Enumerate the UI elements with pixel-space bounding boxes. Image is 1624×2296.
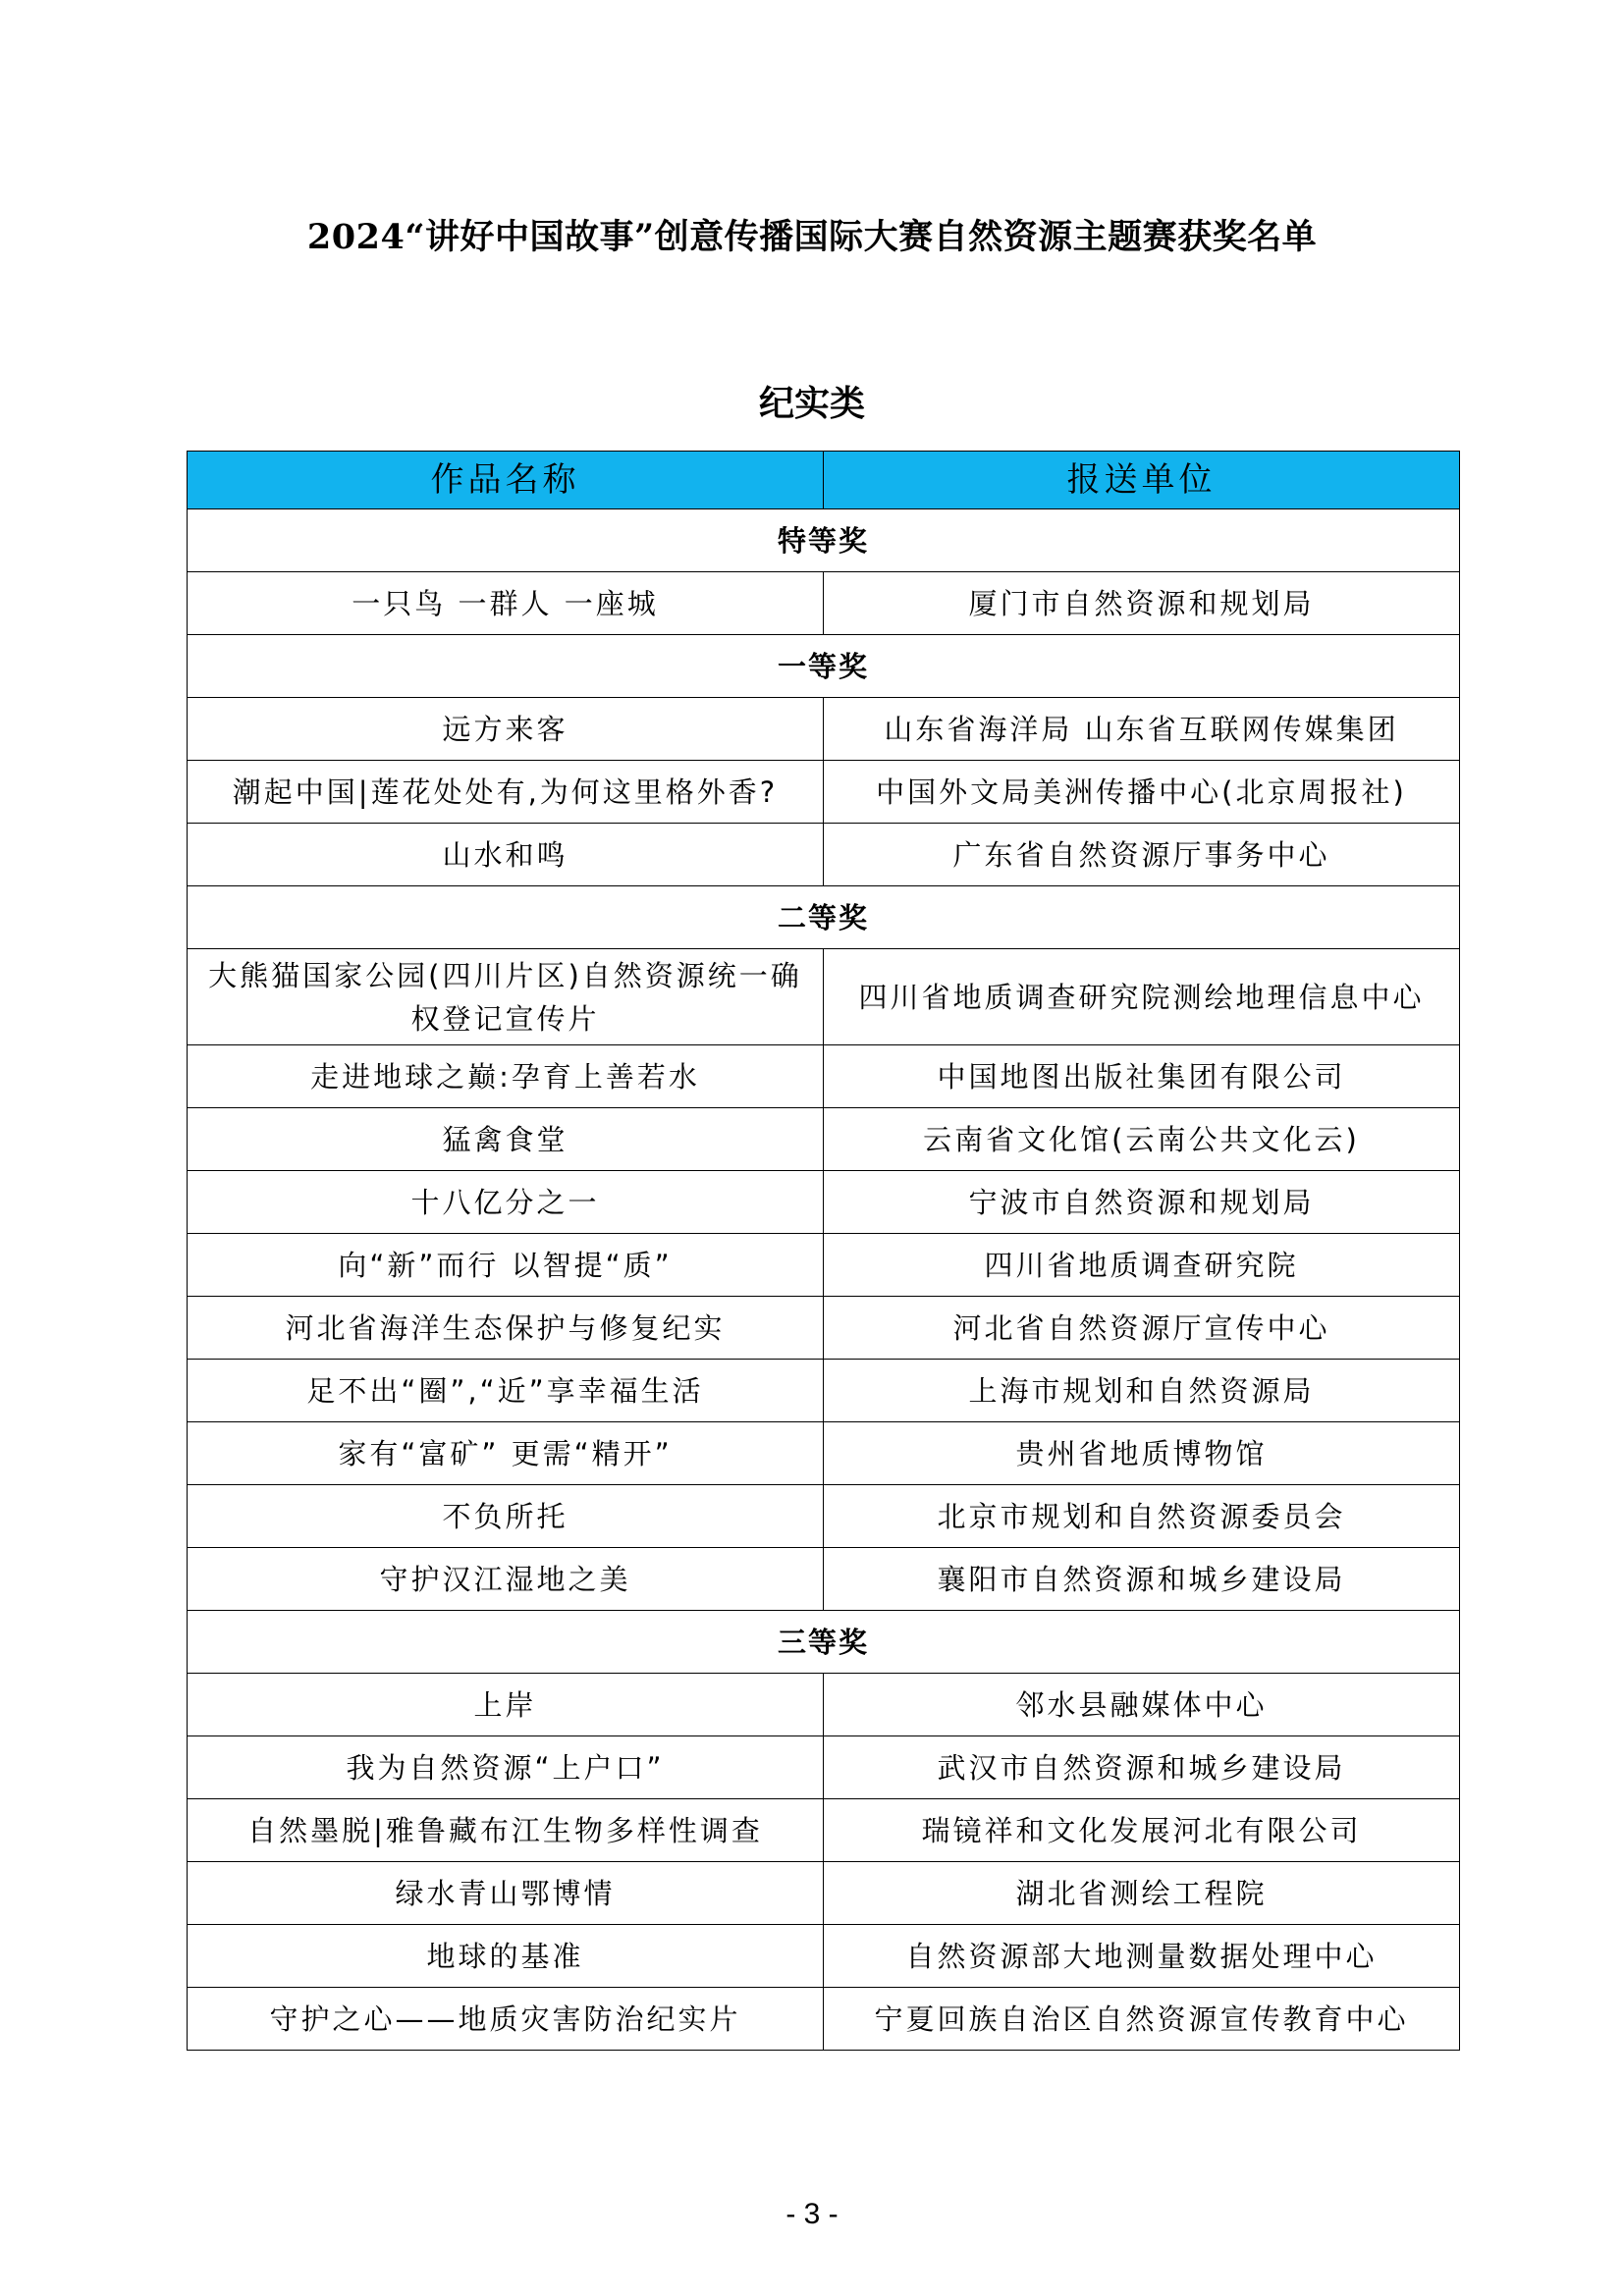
submitting-unit-cell: 瑞镜祥和文化发展河北有限公司 [824,1799,1460,1862]
awards-table [187,451,1460,2051]
submitting-unit-cell: 广东省自然资源厅事务中心 [824,824,1460,886]
table-row [188,1485,1460,1548]
column-header-submitting-unit: 报送单位 [824,452,1460,509]
award-tier-row [188,635,1460,698]
table-row [188,1422,1460,1485]
table-row [188,698,1460,761]
award-tier-label: 三等奖 [188,1611,1460,1674]
submitting-unit-cell: 北京市规划和自然资源委员会 [824,1485,1460,1548]
table-row [188,1799,1460,1862]
award-tier-label: 一等奖 [188,635,1460,698]
submitting-unit-cell: 邻水县融媒体中心 [824,1674,1460,1736]
award-tier-row [188,1611,1460,1674]
submitting-unit-cell: 河北省自然资源厅宣传中心 [824,1297,1460,1360]
table-row [188,572,1460,635]
submitting-unit-cell: 上海市规划和自然资源局 [824,1360,1460,1422]
table-row [188,1108,1460,1171]
column-header-work-title: 作品名称 [188,452,824,509]
table-row [188,1234,1460,1297]
submitting-unit-cell: 云南省文化馆(云南公共文化云) [824,1108,1460,1171]
submitting-unit-cell: 厦门市自然资源和规划局 [824,572,1460,635]
table-row [188,824,1460,886]
section-title: 纪实类 [758,384,865,424]
table-row [188,1045,1460,1108]
table-row [188,761,1460,824]
submitting-unit-cell: 湖北省测绘工程院 [824,1862,1460,1925]
work-title-cell: 猛禽食堂 [188,1108,824,1171]
work-title-cell: 我为自然资源“上户口” [188,1736,824,1799]
award-tier-row [188,886,1460,949]
work-title-cell: 不负所托 [188,1485,824,1548]
submitting-unit-cell: 武汉市自然资源和城乡建设局 [824,1736,1460,1799]
work-title-cell: 一只鸟 一群人 一座城 [188,572,824,635]
work-title-cell: 守护之心——地质灾害防治纪实片 [188,1988,824,2051]
table-row [188,1360,1460,1422]
work-title-cell: 守护汉江湿地之美 [188,1548,824,1611]
work-title-cell: 地球的基准 [188,1925,824,1988]
table-row [188,1171,1460,1234]
work-title-cell: 山水和鸣 [188,824,824,886]
submitting-unit-cell: 四川省地质调查研究院 [824,1234,1460,1297]
table-row [188,1736,1460,1799]
submitting-unit-cell: 自然资源部大地测量数据处理中心 [824,1925,1460,1988]
work-title-cell: 足不出“圈”,“近”享幸福生活 [188,1360,824,1422]
page-number: - 3 - [785,2198,839,2230]
work-title-cell: 向“新”而行 以智提“质” [188,1234,824,1297]
submitting-unit-cell: 四川省地质调查研究院测绘地理信息中心 [824,949,1460,1045]
table-row [188,949,1460,1045]
work-title-cell: 河北省海洋生态保护与修复纪实 [188,1297,824,1360]
award-tier-row [188,509,1460,572]
submitting-unit-cell: 宁夏回族自治区自然资源宣传教育中心 [824,1988,1460,2051]
submitting-unit-cell: 中国地图出版社集团有限公司 [824,1045,1460,1108]
work-title-cell: 远方来客 [188,698,824,761]
table-row [188,1548,1460,1611]
submitting-unit-cell: 宁波市自然资源和规划局 [824,1171,1460,1234]
work-title-cell: 家有“富矿” 更需“精开” [188,1422,824,1485]
submitting-unit-cell: 襄阳市自然资源和城乡建设局 [824,1548,1460,1611]
document-title: 2024“讲好中国故事”创意传播国际大赛自然资源主题赛获奖名单 [306,217,1318,257]
award-tier-label: 特等奖 [188,509,1460,572]
work-title-cell: 十八亿分之一 [188,1171,824,1234]
work-title-cell: 走进地球之巅:孕育上善若水 [188,1045,824,1108]
work-title-cell: 潮起中国|莲花处处有,为何这里格外香? [188,761,824,824]
table-row [188,1925,1460,1988]
work-title-cell: 绿水青山鄂博情 [188,1862,824,1925]
award-tier-label: 二等奖 [188,886,1460,949]
table-row [188,1862,1460,1925]
work-title-cell: 上岸 [188,1674,824,1736]
table-row [188,1674,1460,1736]
table-row [188,1297,1460,1360]
table-header-row [188,452,1460,509]
submitting-unit-cell: 中国外文局美洲传播中心(北京周报社) [824,761,1460,824]
work-title-cell: 自然墨脱|雅鲁藏布江生物多样性调查 [188,1799,824,1862]
submitting-unit-cell: 贵州省地质博物馆 [824,1422,1460,1485]
table-row [188,1988,1460,2051]
work-title-cell: 大熊猫国家公园(四川片区)自然资源统一确权登记宣传片 [188,949,824,1045]
submitting-unit-cell: 山东省海洋局 山东省互联网传媒集团 [824,698,1460,761]
